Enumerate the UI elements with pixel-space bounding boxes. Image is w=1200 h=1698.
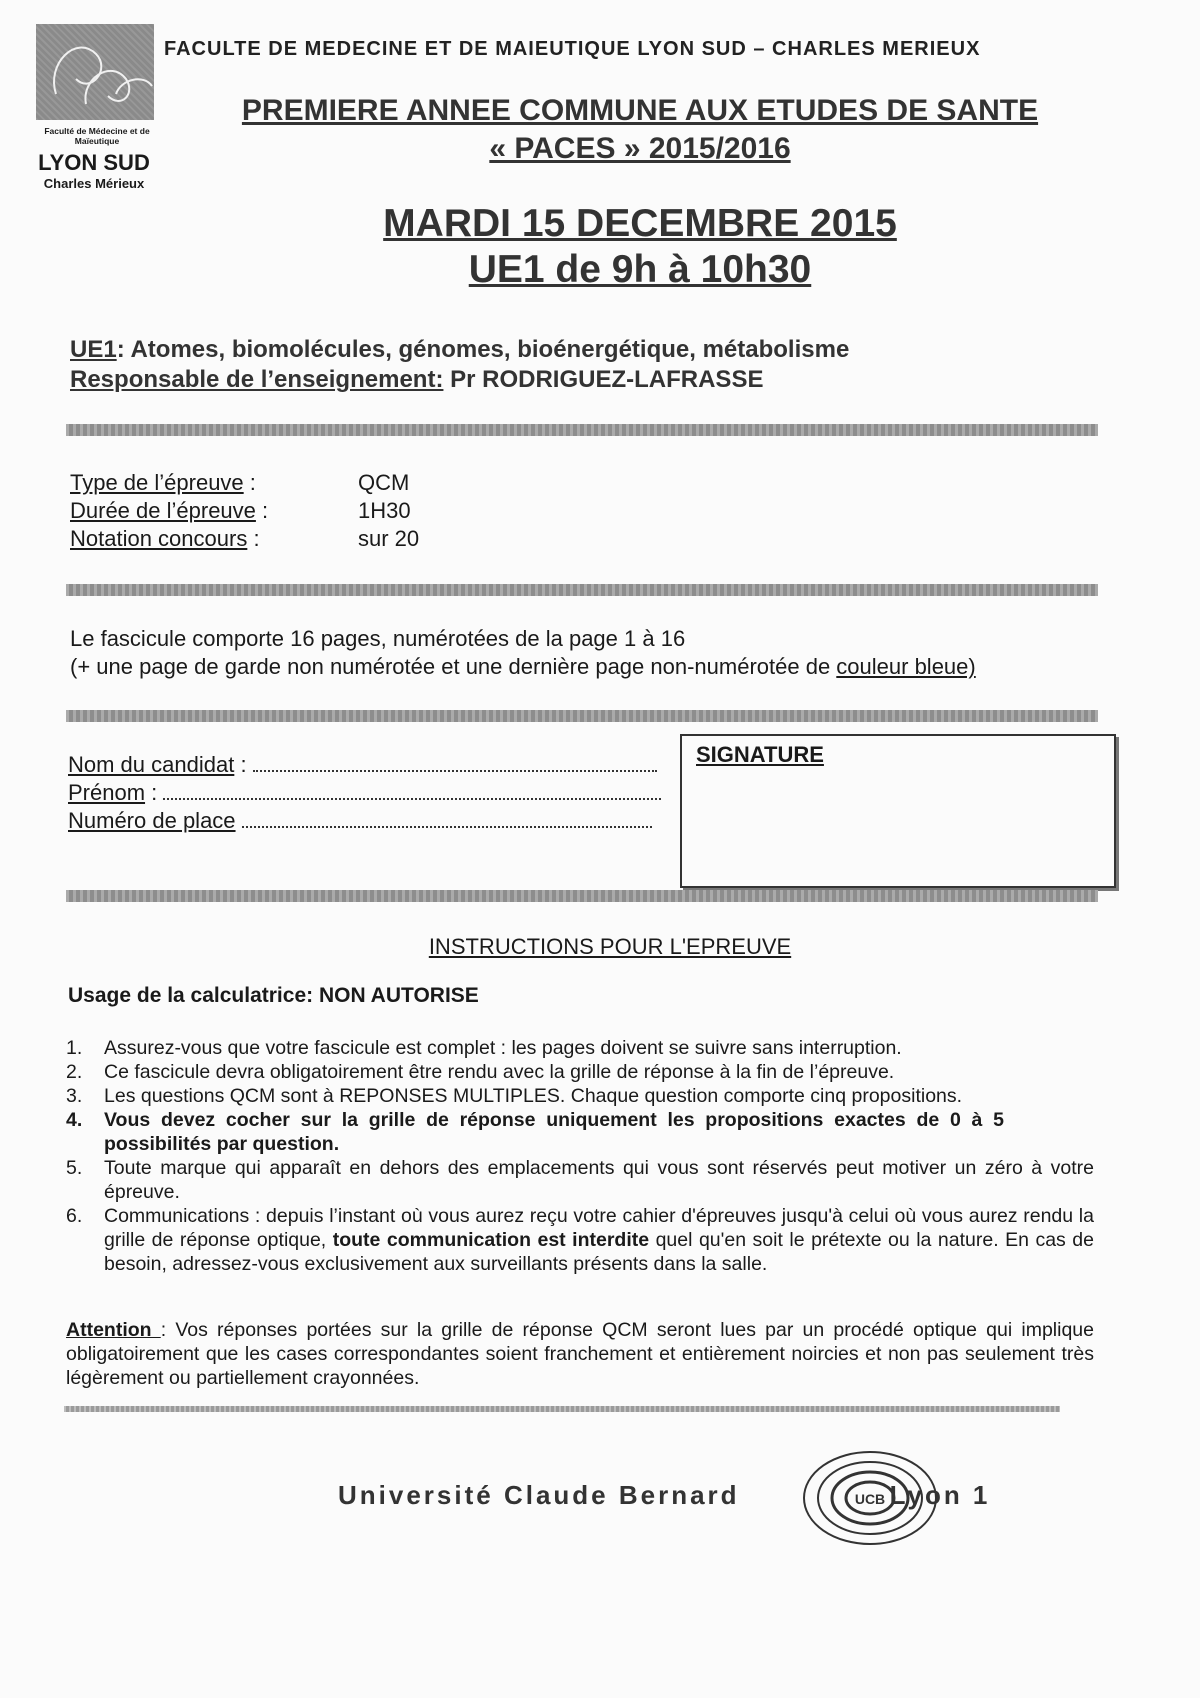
signature-title: SIGNATURE: [696, 742, 824, 767]
calculator-rule: Usage de la calculatrice: NON AUTORISE: [68, 984, 479, 1007]
booklet-line2: (+ une page de garde non numérotée et une dernière page non-numérotée de couleur bleue): [70, 654, 976, 679]
exam-date: MARDI 15 DECEMBRE 2015: [383, 202, 897, 245]
candidate-name-field[interactable]: Nom du candidat :: [68, 752, 657, 778]
logo-charles-merieux: Charles Mérieux: [43, 176, 145, 191]
ue-label: UE1: [70, 336, 117, 363]
logo-faculty-text: Faculté de Médecine et de Maïeutique: [44, 126, 150, 146]
instructions-title: INSTRUCTIONS POUR L'EPREUVE: [428, 934, 792, 959]
separator-band: [66, 710, 1098, 722]
resp-label: Responsable de l’enseignement:: [70, 366, 444, 393]
instruction-item: 1. Assurez-vous que votre fascicule est complet : les pages doivent se suivre sans interruption.: [66, 1037, 902, 1059]
university-seal-icon: [800, 1448, 940, 1548]
separator-band: [66, 890, 1098, 902]
course-responsible: [70, 366, 763, 394]
meta-duration-value: 1H30: [358, 498, 411, 523]
resp-name: Pr RODRIGUEZ-LAFRASSE: [443, 366, 764, 393]
seal-text: UCB: [854, 1491, 886, 1507]
instruction-item: 6. Communications : depuis l’instant où vous aurez reçu votre cahier d'épreuves jusqu'à celui où vous aurez rendu la grille de réponse optique, toute communication est interdite quel qu'en soit le prétexte ou la nature. En cas de besoin, adressez-vous exclusivement aux surveillants présents dans la salle.: [66, 1205, 1094, 1275]
instruction-item: 4. Vous devez cocher sur la grille de réponse uniquement les propositions exactes de 0 à 5 possibilités par question.: [66, 1109, 1004, 1155]
meta-duration-label: Durée de l’épreuve :: [70, 498, 269, 523]
instruction-item: 3. Les questions QCM sont à REPONSES MULTIPLES. Chaque question comporte cinq propositions.: [66, 1085, 963, 1107]
meta-grading-value: sur 20: [358, 526, 420, 551]
candidate-firstname-field[interactable]: Prénom :: [68, 780, 661, 806]
instruction-item: 5. Toute marque qui apparaît en dehors des emplacements qui vous sont réservés peut motiver un zéro à votre épreuve.: [66, 1157, 1094, 1203]
logo-swirl-icon: [36, 24, 154, 120]
program-year: « PACES » 2015/2016: [489, 132, 791, 165]
separator-thin: [64, 1406, 1060, 1412]
exam-time: UE1 de 9h à 10h30: [468, 248, 812, 291]
instruction-item: 2. Ce fascicule devra obligatoirement être rendu avec la grille de réponse à la fin de l’épreuve.: [66, 1061, 895, 1083]
course-ue: [70, 336, 849, 364]
ue-title: : Atomes, biomolécules, génomes, bioénergétique, métabolisme: [116, 336, 850, 363]
faculty-name: FACULTE DE MEDECINE ET DE MAIEUTIQUE LYON SUD – CHARLES MERIEUX: [164, 38, 981, 60]
separator-band: [66, 424, 1098, 436]
faculty-logo: [36, 24, 154, 120]
university-name: Université Claude Bernard Lyon 1: [338, 1480, 991, 1510]
logo-lyon-sud: LYON SUD: [38, 150, 150, 175]
separator-band: [66, 584, 1098, 596]
meta-type-label: Type de l’épreuve :: [70, 470, 256, 495]
meta-grading-label: Notation concours :: [70, 526, 260, 551]
program-title: PREMIERE ANNEE COMMUNE AUX ETUDES DE SANTE: [241, 94, 1039, 127]
attention-note: Attention : Vos réponses portées sur la grille de réponse QCM seront lues par un procédé optique qui implique obligatoirement que les cases correspondantes soient franchement et entièrement noircies et non pas seulement très légèrement ou partiellement crayonnées.: [66, 1319, 1094, 1389]
booklet-line1: Le fascicule comporte 16 pages, numérotées de la page 1 à 16: [70, 626, 686, 651]
meta-type-value: QCM: [358, 470, 410, 495]
candidate-seat-field[interactable]: Numéro de place: [68, 808, 652, 834]
instructions-list: [66, 1036, 1094, 1276]
